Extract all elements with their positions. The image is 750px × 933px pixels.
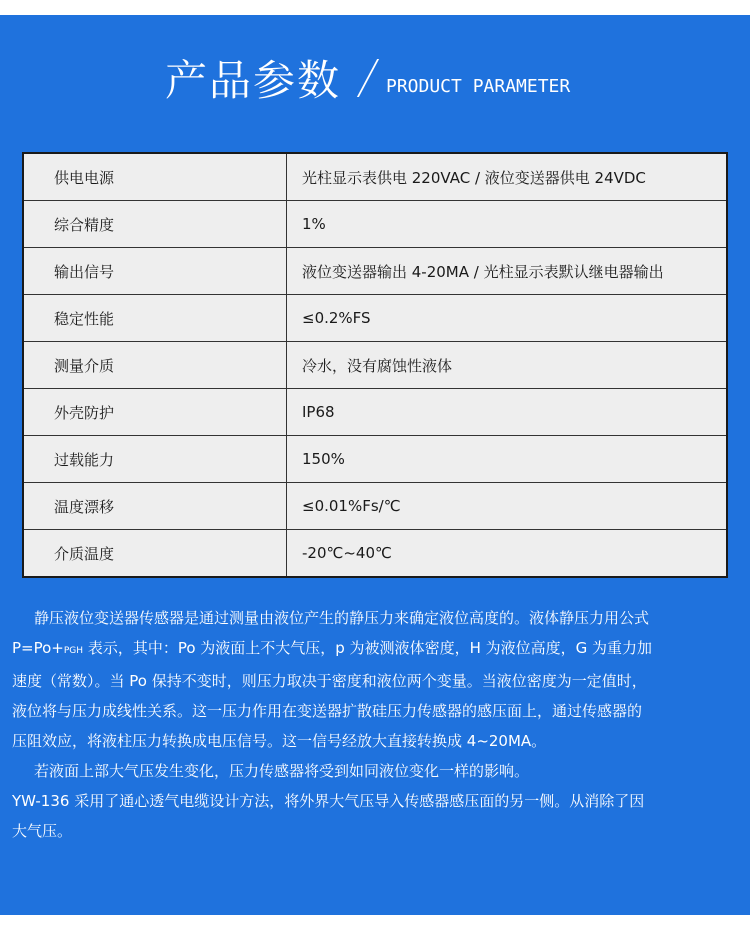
param-name: 外壳防护 [23,389,287,436]
formula: P=Po+ [12,639,64,657]
param-name: 稳定性能 [23,295,287,342]
param-name: 介质温度 [23,530,287,578]
table-row [23,295,727,342]
table-row [23,389,727,436]
description-line: 静压液位变送器传感器是通过测量由液位产生的静压力来确定液位高度的。液体静压力用公式 [34,609,650,627]
parameter-panel [0,15,750,915]
param-value: ≤0.2%FS [287,295,728,342]
param-value: 液位变送器输出 4-20MA / 光柱显示表默认继电器输出 [287,248,728,295]
table-row [23,248,727,295]
description-line: 大气压。 [12,822,73,840]
description-line-rest: 表示，其中：Po 为液面上不大气压，p 为被测液体密度，H 为液位高度，G 为重力加 [83,639,653,657]
description-line: 若液面上部大气压发生变化，压力传感器将受到如同液位变化一样的影响。 [34,762,530,780]
param-value: 150% [287,436,728,483]
title-chinese: 产品参数 [165,56,342,105]
parameter-table [22,152,728,578]
param-value: 光柱显示表供电 220VAC / 液位变送器供电 24VDC [287,153,728,201]
table-row [23,201,727,248]
title-divider-slash [357,59,379,97]
table-row [23,153,727,201]
description-line: 速度（常数）。当 Po 保持不变时，则压力取决于密度和液位两个变量。当液位密度为一定值时， [12,672,647,690]
formula-subscript: PGH [63,646,84,656]
param-value: IP68 [287,389,728,436]
description-line: 液位将与压力成线性关系。这一压力作用在变送器扩散硅压力传感器的感压面上，通过传感器的 [12,702,643,720]
param-value: -20℃~40℃ [287,530,728,578]
description-line [12,633,742,666]
param-name: 测量介质 [23,342,287,389]
table-row [23,530,727,578]
title-english: PRODUCT PARAMETER [386,76,571,97]
param-name: 输出信号 [23,248,287,295]
description-text [12,603,742,846]
table-row [23,483,727,530]
description-line: YW-136 采用了通心透气电缆设计方法，将外界大气压导入传感器感压面的另一侧。从消除了因 [12,792,645,810]
param-value: 1% [287,201,728,248]
description-line: 压阻效应，将液柱压力转换成电压信号。这一信号经放大直接转换成 4~20MA。 [12,732,547,750]
param-name: 温度漂移 [23,483,287,530]
param-name: 综合精度 [23,201,287,248]
param-name: 供电电源 [23,153,287,201]
param-value: ≤0.01%Fs/℃ [287,483,728,530]
section-header [0,15,750,155]
param-value: 冷水，没有腐蚀性液体 [287,342,728,389]
param-name: 过载能力 [23,436,287,483]
table-row [23,436,727,483]
table-row [23,342,727,389]
